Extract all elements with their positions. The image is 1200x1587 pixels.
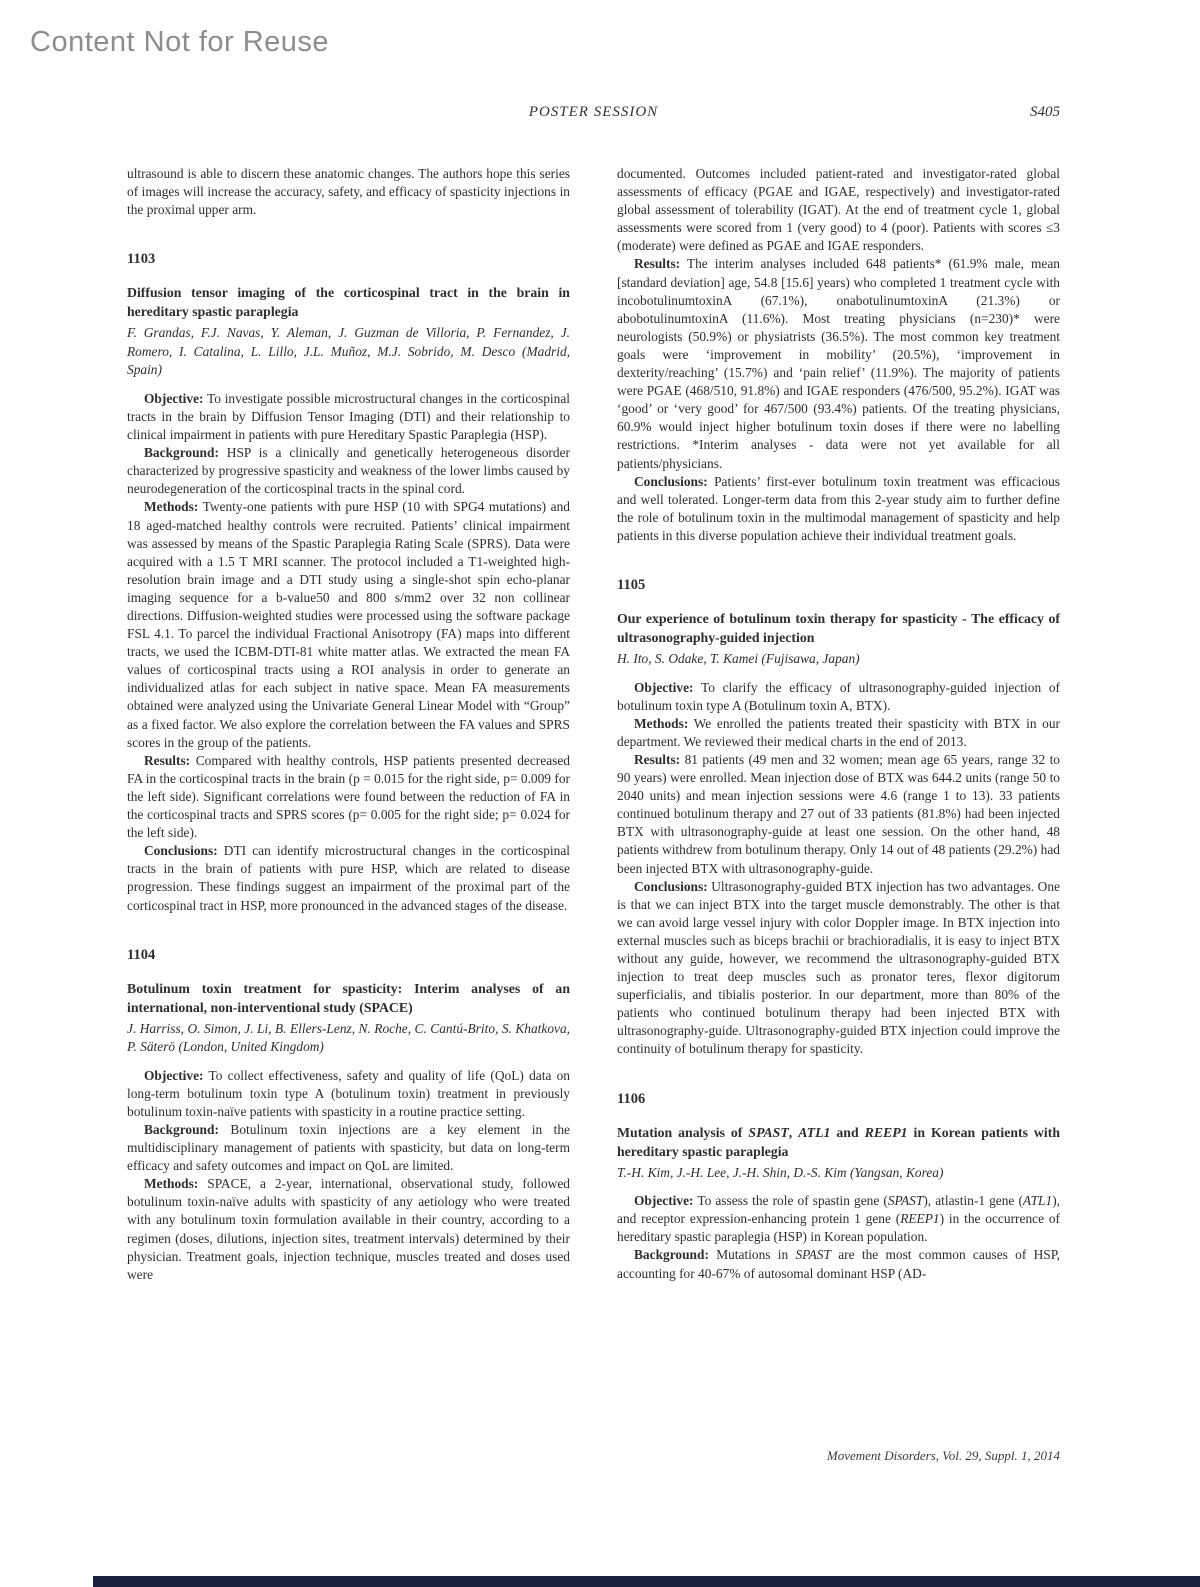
watermark-text: Content Not for Reuse — [30, 26, 330, 58]
section-label: Background: — [144, 445, 219, 461]
section-label: Objective: — [634, 679, 694, 695]
abstract-1106-objective — [617, 1192, 1060, 1246]
page-number: S405 — [1030, 104, 1060, 120]
section-text: are the most common causes of HSP, accounting for 40-67% of autosomal dominant HSP (AD- — [617, 1247, 1061, 1281]
section-label: Background: — [144, 1121, 219, 1137]
section-text: Patients’ first-ever botulinum toxin treatment was efficacious and well tolerated. Longer-term data from this 2-year study aim to further define the role of botulinum toxin in the multimodal management of spasticity and help patients in this diverse population achieve their individual treatment goals. — [617, 473, 1060, 543]
abstract-1105 — [617, 576, 1060, 1059]
abstract-1104-objective — [127, 1067, 570, 1121]
section-label: Results: — [634, 256, 681, 272]
section-text: To assess the role of spastin gene ( — [697, 1193, 888, 1209]
abstract-1103-methods — [127, 498, 570, 751]
abstract-1105-title: Our experience of botulinum toxin therapy for spasticity - The efficacy of ultrasonography-guided injection — [617, 611, 1060, 646]
gene-name-reep1: REEP1 — [900, 1211, 940, 1227]
section-label: Conclusions: — [144, 843, 218, 859]
section-label: Objective: — [144, 1067, 204, 1083]
abstract-1104-number: 1104 — [127, 946, 156, 963]
abstract-1105-results — [617, 751, 1060, 878]
section-label: Conclusions: — [634, 878, 708, 894]
section-label: Methods: — [634, 715, 689, 731]
gene-name-spast: SPAST — [748, 1124, 789, 1140]
section-text: ), atlastin-1 gene ( — [923, 1193, 1023, 1209]
section-text: ) in the occurrence of hereditary spastic paraplegia (HSP) in Korean population. — [617, 1211, 1060, 1245]
abstract-1103-objective — [127, 390, 570, 444]
title-text: and — [830, 1124, 865, 1140]
title-text: Mutation analysis of — [617, 1124, 749, 1140]
abstract-1105-methods — [617, 715, 1060, 751]
gene-name-spast: SPAST — [887, 1193, 924, 1209]
section-text: We enrolled the patients treated their spasticity with BTX in our department. We reviewed their medical charts in the end of 2013. — [617, 715, 1061, 749]
section-text: To clarify the efficacy of ultrasonography-guided injection of botulinum toxin type A (Botulinum toxin A, BTX). — [617, 679, 1060, 713]
section-text: ), and receptor expression-enhancing protein 1 gene ( — [617, 1193, 1061, 1227]
section-text: HSP is a clinically and genetically heterogeneous disorder characterized by progressive spasticity and weakness of the lower limbs caused by neurodegeneration of the corticospinal tracts in the spinal cord. — [127, 445, 570, 497]
abstract-1104-title: Botulinum toxin treatment for spasticity: Interim analyses of an international, non-interventional study (SPACE) — [127, 980, 570, 1015]
section-text: The interim analyses included 648 patients* (61.9% male, mean [standard deviation] age, 54.8 [15.6] years) who completed 1 treatment cycle with incobotulinumtoxinA (67.1%), onabotulinumtoxinA (21.3%) or abobotulinumtoxinA (11.6%). Most treating physicians (n=230)* were neurologists (50.9%) or physiatrists (36.5%). The most common key treatment goals were ‘improvement in mobility’ (20.5%), ‘improvement in dexterity/reaching’ (15.7%) and ‘pain relief’ (11.9%). The majority of patients were PGAE (468/510, 91.8%) and IGAE responders (476/500, 95.2%). IGAT was ‘good’ or ‘very good’ for 467/500 (93.4%) patients. Of the treating physicians, 60.9% would inject higher botulinum toxin doses if there were no labelling restrictions. *Interim analyses - data were not yet available for all patients/physicians. — [617, 256, 1061, 471]
section-text: Compared with healthy controls, HSP patients presented decreased FA in the corticospinal tracts in the brain (p = 0.015 for the right side, p= 0.009 for the left side). Significant correlations were found between the reduction of FA in the corticospinal tracts and SPRS scores (p= 0.005 for the right side; p= 0.024 for the left side). — [127, 752, 570, 841]
section-text: Twenty-one patients with pure HSP (10 with SPG4 mutations) and 18 aged-matched healthy controls were recruited. Patients’ clinical impairment was assessed by means of the Spastic Paraplegia Rating Scale (SPRS). Data were acquired with a 1.5 T MRI scanner. The protocol included a T1-weighted high-resolution brain image and a DTI study using a single-shot spin echo-planar imaging sequence for a b-value50 and 800 s/mm2 over 32 non collinear directions. Diffusion-weighted studies were processed using the software package FSL 4.1. To parcel the individual Fractional Anisotropy (FA) maps into different tracts, we used the ICBM-DTI-81 white matter atlas. We extracted the mean FA values of corticospinal tracts using a ROI analysis in order to generate an individualized atlas for each subject in native space. Mean FA measurements obtained were analyzed using the Univariate General Linear Model with “Group” as a fixed factor. We also explore the correlation between the FA values and SPRS scores in the group of the patients. — [127, 499, 571, 750]
abstract-1103-conclusions — [127, 842, 570, 914]
section-label: Background: — [634, 1247, 709, 1263]
gene-name-atl1: ATL1 — [798, 1124, 831, 1140]
abstract-1103-number: 1103 — [127, 251, 156, 268]
abstract-1105-conclusions — [617, 878, 1060, 1059]
section-text: Mutations in — [716, 1247, 796, 1263]
abstract-1106-background — [617, 1246, 1060, 1282]
abstract-1104-results — [617, 255, 1060, 472]
section-label: Objective: — [634, 1193, 694, 1209]
abstract-1104-methods — [127, 1175, 570, 1284]
section-label: Methods: — [144, 499, 199, 515]
abstract-1104-conclusions — [617, 473, 1060, 545]
abstract-1103-results — [127, 752, 570, 842]
gene-name-spast: SPAST — [795, 1247, 831, 1263]
abstract-1103-authors: F. Grandas, F.J. Navas, Y. Aleman, J. Guzman de Villoria, P. Fernandez, J. Romero, I. Catalina, L. Lillo, J.L. Muñoz, M.J. Sobrido, M. Desco (Madrid, Spain) — [127, 325, 570, 378]
abstract-1106-number: 1106 — [617, 1090, 646, 1107]
right-column — [617, 165, 1060, 1283]
section-text: To collect effectiveness, safety and quality of life (QoL) data on long-term botulinum toxin type A (botulinum toxin) treatment in previously botulinum toxin-naïve patients with spasticity in a routine practice setting. — [127, 1067, 570, 1119]
abstract-1103-title: Diffusion tensor imaging of the corticospinal tract in the brain in hereditary spastic paraplegia — [127, 285, 570, 320]
abstract-1104-background — [127, 1121, 570, 1175]
abstract-1104 — [127, 946, 570, 1284]
abstract-1106-authors: T.-H. Kim, J.-H. Lee, J.-H. Shin, D.-S. Kim (Yangsan, Korea) — [617, 1164, 944, 1180]
running-head-title: POSTER SESSION — [528, 104, 659, 120]
section-label: Methods: — [144, 1176, 199, 1192]
section-text: SPACE, a 2-year, international, observational study, followed botulinum toxin-naïve adults with spasticity of any aetiology who were treated with any botulinum toxin formulation available in their country, according to a regimen (doses, dilutions, injection sites, treatment intervals) determined by their physician. Treatment goals, injection technique, muscles treated and doses used were — [127, 1176, 570, 1282]
gene-name-reep1: REEP1 — [864, 1124, 908, 1140]
continuation-paragraph: ultrasound is able to discern these anatomic changes. The authors hope this series of images will increase the accuracy, safety, and efficacy of spasticity injections in the proximal upper arm. — [127, 166, 570, 218]
abstract-1106-title — [617, 1123, 1060, 1161]
abstract-1105-number: 1105 — [617, 576, 646, 593]
section-text: Ultrasonography-guided BTX injection has two advantages. One is that we can inject BTX into the target muscle demonstrably. The other is that we can avoid large vessel injury with color Doppler image. In BTX injection into external muscles such as biceps brachii or brachioradialis, it is easy to inject BTX without any guide, however, we recommend the ultrasonography-guided BTX injection to treat deep muscles such as pronator teres, flexor digitorum superficialis, and tibialis posterior. In our department, more than 80% of the patients who continued botulinum therapy had been injected BTX with ultrasonography-guide. Ultrasonography-guided BTX injection could improve the continuity of botulinum therapy for spasticity. — [617, 878, 1060, 1057]
section-label: Objective: — [144, 390, 204, 406]
continuation-paragraph: documented. Outcomes included patient-rated and investigator-rated global assessments of efficacy (PGAE and IGAE, respectively) and investigator-rated global assessment of tolerability (IGAT). At the end of treatment cycle 1, global assessments were scored from 1 (very good) to 4 (poor). Patients with scores ≤3 (moderate) were defined as PGAE and IGAE responders. — [617, 166, 1060, 254]
section-text: Botulinum toxin injections are a key element in the multidisciplinary management of patients with spasticity, but data on long-term efficacy and safety outcomes and impact on QoL are limited. — [127, 1121, 570, 1174]
section-label: Conclusions: — [634, 473, 708, 489]
bottom-bar — [93, 1576, 1200, 1587]
abstract-1103-background — [127, 444, 570, 498]
abstract-1105-authors: H. Ito, S. Odake, T. Kamei (Fujisawa, Japan) — [617, 651, 860, 667]
abstract-1106 — [617, 1090, 1060, 1283]
section-label: Results: — [634, 751, 681, 767]
abstract-1105-objective — [617, 679, 1060, 715]
title-text: , — [788, 1124, 799, 1140]
abstract-1103 — [127, 250, 570, 914]
section-text: DTI can identify microstructural changes in the corticospinal tracts in the brain of patients with pure HSP, which are related to disease progression. These findings suggest an impairment of the proximal part of the corticospinal tract in HSP, more pronounced in the advanced stages of the disease. — [127, 843, 570, 913]
section-text: 81 patients (49 men and 32 women; mean age 65 years, range 32 to 90 years) were enrolled. Mean injection dose of BTX was 644.2 units (range 50 to 2040 units) and mean injection sessions were 4.6 (range 1 to 13). 33 patients continued botulinum therapy and 27 out of 33 patients (81.8%) had been injected BTX with ultrasonography-guide at least one session. On the other hand, 48 patients withdrew from botulinum therapy. Only 14 out of 48 patients (29.2%) had been injected BTX with ultrasonography-guide. — [617, 751, 1060, 876]
left-column — [127, 165, 570, 1284]
section-text: To investigate possible microstructural changes in the corticospinal tracts in the brain by Diffusion Tensor Imaging (DTI) and their relationship to clinical impairment in patients with pure Hereditary Spastic Paraplegia (HSP). — [127, 390, 570, 443]
abstract-1104-authors: J. Harriss, O. Simon, J. Li, B. Ellers-Lenz, N. Roche, C. Cantú-Brito, S. Khatkova, P. Säterö (London, United Kingdom) — [127, 1020, 570, 1055]
gene-name-atl1: ATL1 — [1022, 1193, 1053, 1209]
journal-footer: Movement Disorders, Vol. 29, Suppl. 1, 2014 — [826, 1448, 1060, 1463]
title-text: in Korean patients with hereditary spastic paraplegia — [617, 1124, 1060, 1159]
section-label: Results: — [144, 752, 191, 768]
